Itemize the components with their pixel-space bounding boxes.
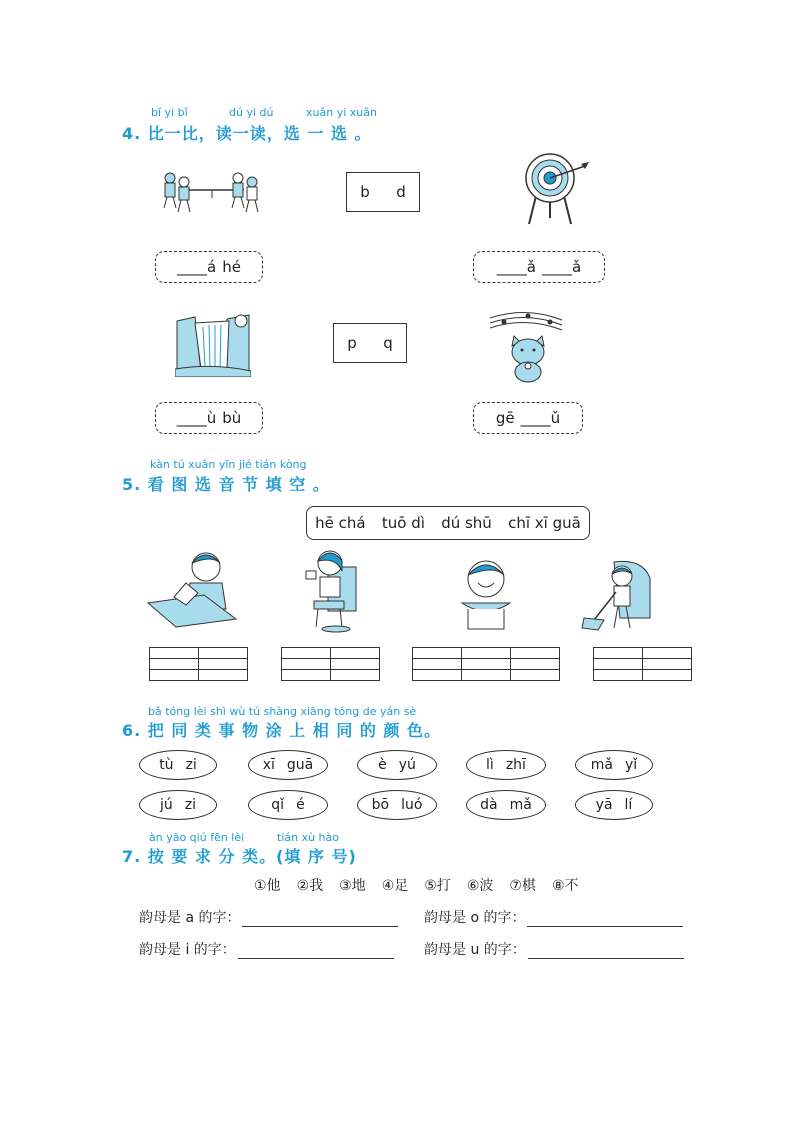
tea-girl-icon	[300, 547, 360, 633]
q4-answer-box-4[interactable]	[473, 402, 583, 434]
q7-label-o: 韵母是 o 的字：	[424, 910, 526, 926]
watermelon-boy-icon	[458, 557, 514, 631]
waterfall-icon	[175, 313, 251, 377]
q6-pill-dama[interactable]	[466, 790, 546, 820]
syllable: yǐ	[625, 757, 638, 773]
q7-char-6: ⑥波	[466, 878, 494, 894]
syllable: qǐ	[271, 797, 285, 813]
q7-label-i: 韵母是 i 的字：	[139, 942, 236, 958]
choice-b: b	[360, 183, 370, 201]
q7-answer-i[interactable]	[238, 942, 394, 959]
q7-answer-a[interactable]	[242, 910, 398, 927]
q7-title: 7. 按 要 求 分 类。(填 序 号)	[122, 847, 357, 866]
q6-pill-juzi[interactable]	[139, 790, 217, 820]
q7-char-4: ④足	[381, 878, 409, 894]
syllable: mǎ	[590, 757, 614, 773]
q7-label-u: 韵母是 u 的字：	[424, 942, 526, 958]
q5-answer-grid-4[interactable]	[593, 647, 692, 681]
q5-option-4: chī xī guā	[508, 514, 581, 532]
q5-option-1: hē chá	[315, 514, 366, 532]
q4-box1-part-1: ____á	[177, 258, 217, 276]
q7-character-list	[254, 875, 579, 895]
q7-line-i	[139, 939, 394, 959]
q7-char-1: ①他	[254, 878, 281, 894]
q4-box2-part-1: ____ǎ	[496, 258, 536, 276]
syllable: zi	[184, 797, 196, 813]
choice-q: q	[383, 334, 393, 352]
q6-pill-lizhi[interactable]	[466, 750, 546, 780]
q4-choice-box-bd	[346, 172, 420, 212]
q7-answer-u[interactable]	[528, 942, 684, 959]
q7-char-5: ⑤打	[424, 878, 451, 894]
q7-line-o	[424, 907, 683, 927]
q4-answer-box-2[interactable]	[473, 251, 605, 283]
syllable: jú	[159, 797, 173, 813]
q7-answer-o[interactable]	[527, 910, 683, 927]
q4-box3-part-1: ____ù	[176, 409, 217, 427]
q7-char-8: ⑧不	[551, 878, 579, 894]
q7-char-7: ⑦棋	[509, 878, 536, 894]
syllable: mǎ	[509, 797, 532, 813]
reading-boy-icon	[146, 547, 238, 629]
syllable: luó	[401, 797, 423, 813]
q6-pill-yali[interactable]	[575, 790, 653, 820]
q5-title: 5. 看 图 选 音 节 填 空 。	[122, 475, 330, 494]
singing-cat-icon	[488, 306, 564, 384]
syllable: lì	[486, 757, 494, 773]
syllable: yā	[595, 797, 613, 813]
q4-box4-part-1: gē	[495, 409, 515, 427]
q4-title: 4. 比一比，读一读，选 一 选 。	[122, 124, 372, 143]
q6-pill-mayi[interactable]	[575, 750, 653, 780]
q7-line-a	[139, 907, 398, 927]
syllable: guā	[286, 757, 314, 773]
q4-box3-part-2: bù	[222, 409, 242, 427]
q6-pill-eyu[interactable]	[357, 750, 437, 780]
q4-answer-box-1[interactable]	[155, 251, 263, 283]
q5-answer-grid-3[interactable]	[412, 647, 560, 681]
q6-pill-xigua[interactable]	[248, 750, 328, 780]
syllable: lí	[624, 797, 633, 813]
syllable: dà	[480, 797, 498, 813]
q4-choice-box-pq	[333, 323, 407, 363]
q6-title: 6. 把 同 类 事 物 涂 上 相 同 的 颜 色。	[122, 721, 442, 740]
q7-pinyin-2: tián xù hào	[277, 831, 339, 844]
q4-box2-part-2: ____ǎ	[542, 258, 582, 276]
q5-pinyin: kàn tú xuǎn yīn jié tián kòng	[150, 458, 307, 471]
syllable: xī	[262, 757, 275, 773]
q6-pill-tuzi[interactable]	[139, 750, 217, 780]
syllable: zi	[185, 757, 197, 773]
q5-option-3: dú shū	[441, 514, 492, 532]
q7-label-a: 韵母是 a 的字：	[139, 910, 241, 926]
q5-option-2: tuō dì	[381, 514, 425, 532]
q6-pill-qie[interactable]	[248, 790, 328, 820]
q4-answer-box-3[interactable]	[155, 402, 263, 434]
q4-pinyin-1: bǐ yi bǐ	[151, 106, 188, 119]
q6-pinyin: bǎ tóng lèi shì wù tú shàng xiāng tóng de yán sè	[148, 705, 417, 718]
mopping-boy-icon	[580, 558, 654, 632]
choice-d: d	[396, 183, 406, 201]
syllable: é	[296, 797, 305, 813]
q5-answer-grid-1[interactable]	[149, 647, 248, 681]
q5-options-scroll	[306, 506, 590, 540]
q7-line-u	[424, 939, 684, 959]
q4-pinyin-3: xuǎn yi xuǎn	[306, 106, 377, 119]
syllable: yú	[398, 757, 416, 773]
q4-pinyin-2: dú yi dú	[229, 106, 274, 119]
target-arrow-icon	[523, 152, 591, 226]
q4-box4-part-2: ____ǔ	[520, 409, 561, 427]
q7-pinyin-1: àn yāo qiú fēn lèi	[149, 831, 245, 844]
q7-char-3: ③地	[339, 878, 366, 894]
tug-of-war-icon	[162, 168, 262, 216]
q4-box1-part-2: hé	[222, 258, 241, 276]
syllable: bō	[371, 797, 390, 813]
syllable: è	[378, 757, 387, 773]
syllable: zhī	[505, 757, 526, 773]
q5-answer-grid-2[interactable]	[281, 647, 380, 681]
choice-p: p	[347, 334, 357, 352]
q7-char-2: ②我	[296, 878, 324, 894]
syllable: tù	[159, 757, 174, 773]
q6-pill-boluo[interactable]	[357, 790, 437, 820]
